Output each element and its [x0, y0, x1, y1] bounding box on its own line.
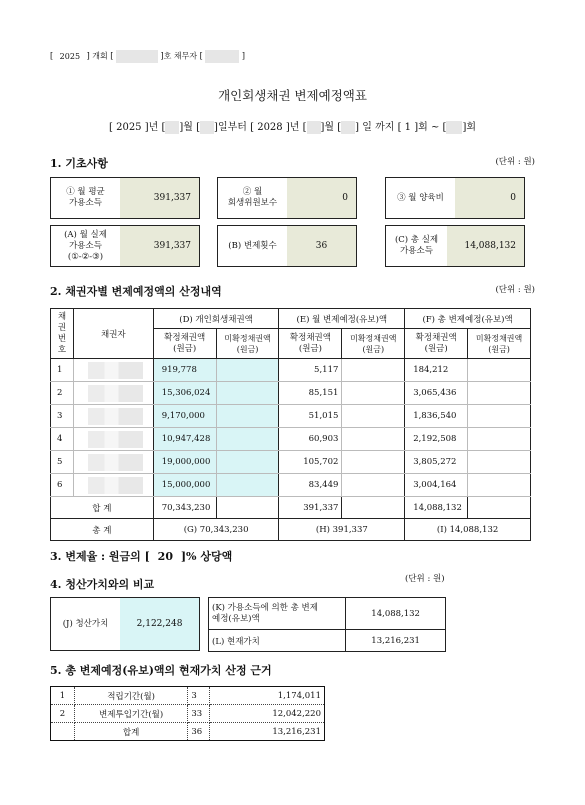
table-row — [51, 474, 531, 497]
sub-header-unconfirmed: 미확정채권액 (원금) — [216, 329, 279, 359]
pv-count: 3 — [188, 687, 210, 705]
table-row — [51, 359, 531, 382]
creditor-name-redacted — [88, 408, 143, 425]
total-i: (I) 14,088,132 — [405, 519, 531, 541]
case-year-open: [ — [50, 51, 54, 61]
row-f-confirmed: 3,805,272 — [405, 451, 468, 474]
basic-box-label: (B) 변제횟수 — [218, 226, 287, 266]
row-f-unconfirmed — [468, 451, 531, 474]
section4-heading: 4. 청산가치와의 비교 — [50, 578, 155, 591]
col-header-e: (E) 월 변제예정(유보)액 — [279, 309, 405, 329]
basic-box-actual-income — [50, 225, 200, 267]
section2-unit: (단위 : 원) — [495, 285, 535, 295]
subtotal-label: 합 계 — [51, 497, 154, 519]
row-f-confirmed: 1,836,540 — [405, 405, 468, 428]
basic-box-value: 0 — [287, 178, 356, 218]
row-d-unconfirmed — [216, 382, 279, 405]
case-header — [50, 50, 245, 63]
row-no: 6 — [51, 474, 74, 497]
row-f-confirmed: 2,192,508 — [405, 428, 468, 451]
debtor-close: ] — [241, 51, 245, 61]
pv-value: 13,216,231 — [210, 723, 325, 741]
sub-header-unconfirmed: 미확정채권액 (원금) — [468, 329, 531, 359]
k-label: (K) 가용소득에 의한 총 변제 예정(유보)액 — [209, 598, 346, 630]
pv-count: 33 — [188, 705, 210, 723]
end-day-redacted — [341, 121, 355, 134]
row-creditor — [73, 405, 153, 428]
case-year-close: ] 개회 [ — [86, 51, 114, 61]
basic-box-value: 14,088,132 — [447, 226, 524, 266]
row-no: 5 — [51, 451, 74, 474]
col-header-no: 채권 번호 — [51, 309, 74, 359]
basic-box-value: 36 — [287, 226, 356, 266]
row-d-confirmed: 15,306,024 — [153, 382, 216, 405]
row-f-confirmed: 3,004,164 — [405, 474, 468, 497]
row-f-unconfirmed — [468, 382, 531, 405]
col-header-creditor: 채권자 — [73, 309, 153, 359]
table-row — [51, 428, 531, 451]
row-d-unconfirmed — [216, 359, 279, 382]
l-label: (L) 현재가치 — [209, 630, 346, 652]
section3-heading: 3. 변제율 : 원금의 [ 20 ]% 상당액 — [50, 550, 233, 563]
basic-box-label: ② 월 회생위원보수 — [218, 178, 287, 218]
total-label: 총 계 — [51, 519, 154, 541]
start-month-redacted — [165, 121, 179, 134]
repayment-rate: 20 — [157, 550, 173, 563]
row-e-unconfirmed — [342, 382, 405, 405]
creditor-name-redacted — [88, 362, 143, 379]
pv-value: 1,174,011 — [210, 687, 325, 705]
row-d-unconfirmed — [216, 474, 279, 497]
table-row — [51, 405, 531, 428]
liquidation-value-label: (J) 청산가치 — [51, 598, 120, 650]
basic-box-value: 0 — [455, 178, 524, 218]
col-header-f: (F) 총 변제예정(유보)액 — [405, 309, 531, 329]
k-value: 14,088,132 — [346, 598, 446, 630]
row-no: 4 — [51, 428, 74, 451]
sub-header-unconfirmed: 미확정채권액 (원금) — [342, 329, 405, 359]
table-row — [51, 382, 531, 405]
row-creditor — [73, 451, 153, 474]
row-f-confirmed: 184,212 — [405, 359, 468, 382]
row-f-unconfirmed — [468, 428, 531, 451]
row-e-confirmed: 85,151 — [279, 382, 342, 405]
pv-no: 1 — [51, 687, 75, 705]
section5-heading: 5. 총 변제예정(유보)액의 현재가치 산정 근거 — [50, 664, 272, 677]
basic-box-total-income — [385, 225, 525, 267]
subtotal-d: 70,343,230 — [153, 497, 216, 519]
creditor-name-redacted — [88, 454, 143, 471]
total-h: (H) 391,337 — [279, 519, 405, 541]
creditor-table — [50, 308, 531, 541]
pv-no: 2 — [51, 705, 75, 723]
row-e-unconfirmed — [342, 474, 405, 497]
basic-box-repayment-count — [217, 225, 357, 267]
pv-no — [51, 723, 75, 741]
sub-header-confirmed: 확정채권액 (원금) — [405, 329, 468, 359]
row-creditor — [73, 359, 153, 382]
row-e-unconfirmed — [342, 359, 405, 382]
row-d-unconfirmed — [216, 451, 279, 474]
pv-value: 12,042,220 — [210, 705, 325, 723]
row-d-confirmed: 19,000,000 — [153, 451, 216, 474]
subtotal-f: 14,088,132 — [405, 497, 468, 519]
row-e-confirmed: 83,449 — [279, 474, 342, 497]
row-f-unconfirmed — [468, 474, 531, 497]
row-no: 3 — [51, 405, 74, 428]
section4-unit: (단위 : 원) — [405, 574, 445, 584]
basic-box-trustee-fee — [217, 177, 357, 219]
start-year: 2025 — [116, 122, 142, 133]
row-d-confirmed: 15,000,000 — [153, 474, 216, 497]
basic-box-label: ① 월 평균 가용소득 — [51, 178, 120, 218]
col-header-d: (D) 개인회생채권액 — [153, 309, 279, 329]
period-line: [ 2025 ]년 [ ]월 [ ]일부터 [ 2028 ]년 [ ]월 [ ] 일 까지 [ 1 ]회 ~ [ ]회 — [109, 122, 476, 133]
row-d-unconfirmed — [216, 428, 279, 451]
basic-box-value: 391,337 — [120, 178, 199, 218]
row-d-confirmed: 9,170,000 — [153, 405, 216, 428]
pv-label: 적립기간(월) — [74, 687, 187, 705]
subtotal-e: 391,337 — [279, 497, 342, 519]
row-e-confirmed: 105,702 — [279, 451, 342, 474]
table-row — [51, 451, 531, 474]
total-g: (G) 70,343,230 — [153, 519, 279, 541]
pv-row — [51, 705, 325, 723]
row-d-confirmed: 10,947,428 — [153, 428, 216, 451]
row-f-unconfirmed — [468, 405, 531, 428]
row-d-confirmed: 919,778 — [153, 359, 216, 382]
creditor-name-redacted — [88, 477, 143, 494]
pv-row — [51, 687, 325, 705]
row-f-confirmed: 3,065,436 — [405, 382, 468, 405]
row-f-unconfirmed — [468, 359, 531, 382]
pv-row — [51, 723, 325, 741]
row-creditor — [73, 428, 153, 451]
liquidation-value: 2,122,248 — [120, 598, 199, 650]
row-creditor — [73, 474, 153, 497]
sub-header-confirmed: 확정채권액 (원금) — [153, 329, 216, 359]
row-no: 2 — [51, 382, 74, 405]
page-title: 개인회생채권 변제예정액표 — [218, 88, 367, 103]
section2-heading: 2. 채권자별 변제예정액의 산정내역 — [50, 285, 222, 298]
pv-count: 36 — [188, 723, 210, 741]
debtor-name-redacted — [205, 50, 239, 63]
pv-label: 합계 — [74, 723, 187, 741]
row-e-confirmed: 51,015 — [279, 405, 342, 428]
basic-box-label: ③ 월 양육비 — [386, 178, 455, 218]
case-number-redacted — [116, 50, 158, 63]
creditor-name-redacted — [88, 385, 143, 402]
row-e-unconfirmed — [342, 451, 405, 474]
liquidation-value-box — [50, 597, 200, 651]
row-e-confirmed: 5,117 — [279, 359, 342, 382]
basic-box-value: 391,337 — [120, 226, 199, 266]
comparison-table — [208, 597, 446, 652]
pv-label: 변제투입기간(월) — [74, 705, 187, 723]
basic-box-label: (C) 총 실제 가용소득 — [386, 226, 447, 266]
end-round-redacted — [446, 121, 462, 134]
basic-box-label: (A) 월 실제 가용소득 (①-②-③) — [51, 226, 120, 266]
present-value-table — [50, 686, 325, 741]
row-e-confirmed: 60,903 — [279, 428, 342, 451]
case-year: 2025 — [59, 51, 81, 61]
basic-box-child-support — [385, 177, 525, 219]
creditor-name-redacted — [88, 431, 143, 448]
sub-header-confirmed: 확정채권액 (원금) — [279, 329, 342, 359]
l-value: 13,216,231 — [346, 630, 446, 652]
row-creditor — [73, 382, 153, 405]
row-e-unconfirmed — [342, 428, 405, 451]
row-d-unconfirmed — [216, 405, 279, 428]
row-no: 1 — [51, 359, 74, 382]
basic-box-monthly-income — [50, 177, 200, 219]
end-year: 2028 — [257, 122, 283, 133]
section1-unit: (단위 : 원) — [495, 157, 535, 167]
section1-heading: 1. 기초사항 — [50, 157, 108, 170]
row-e-unconfirmed — [342, 405, 405, 428]
case-suffix: ]호 채무자 [ — [160, 51, 203, 61]
end-month-redacted — [307, 121, 321, 134]
start-round: 1 — [404, 122, 412, 133]
start-day-redacted — [200, 121, 214, 134]
